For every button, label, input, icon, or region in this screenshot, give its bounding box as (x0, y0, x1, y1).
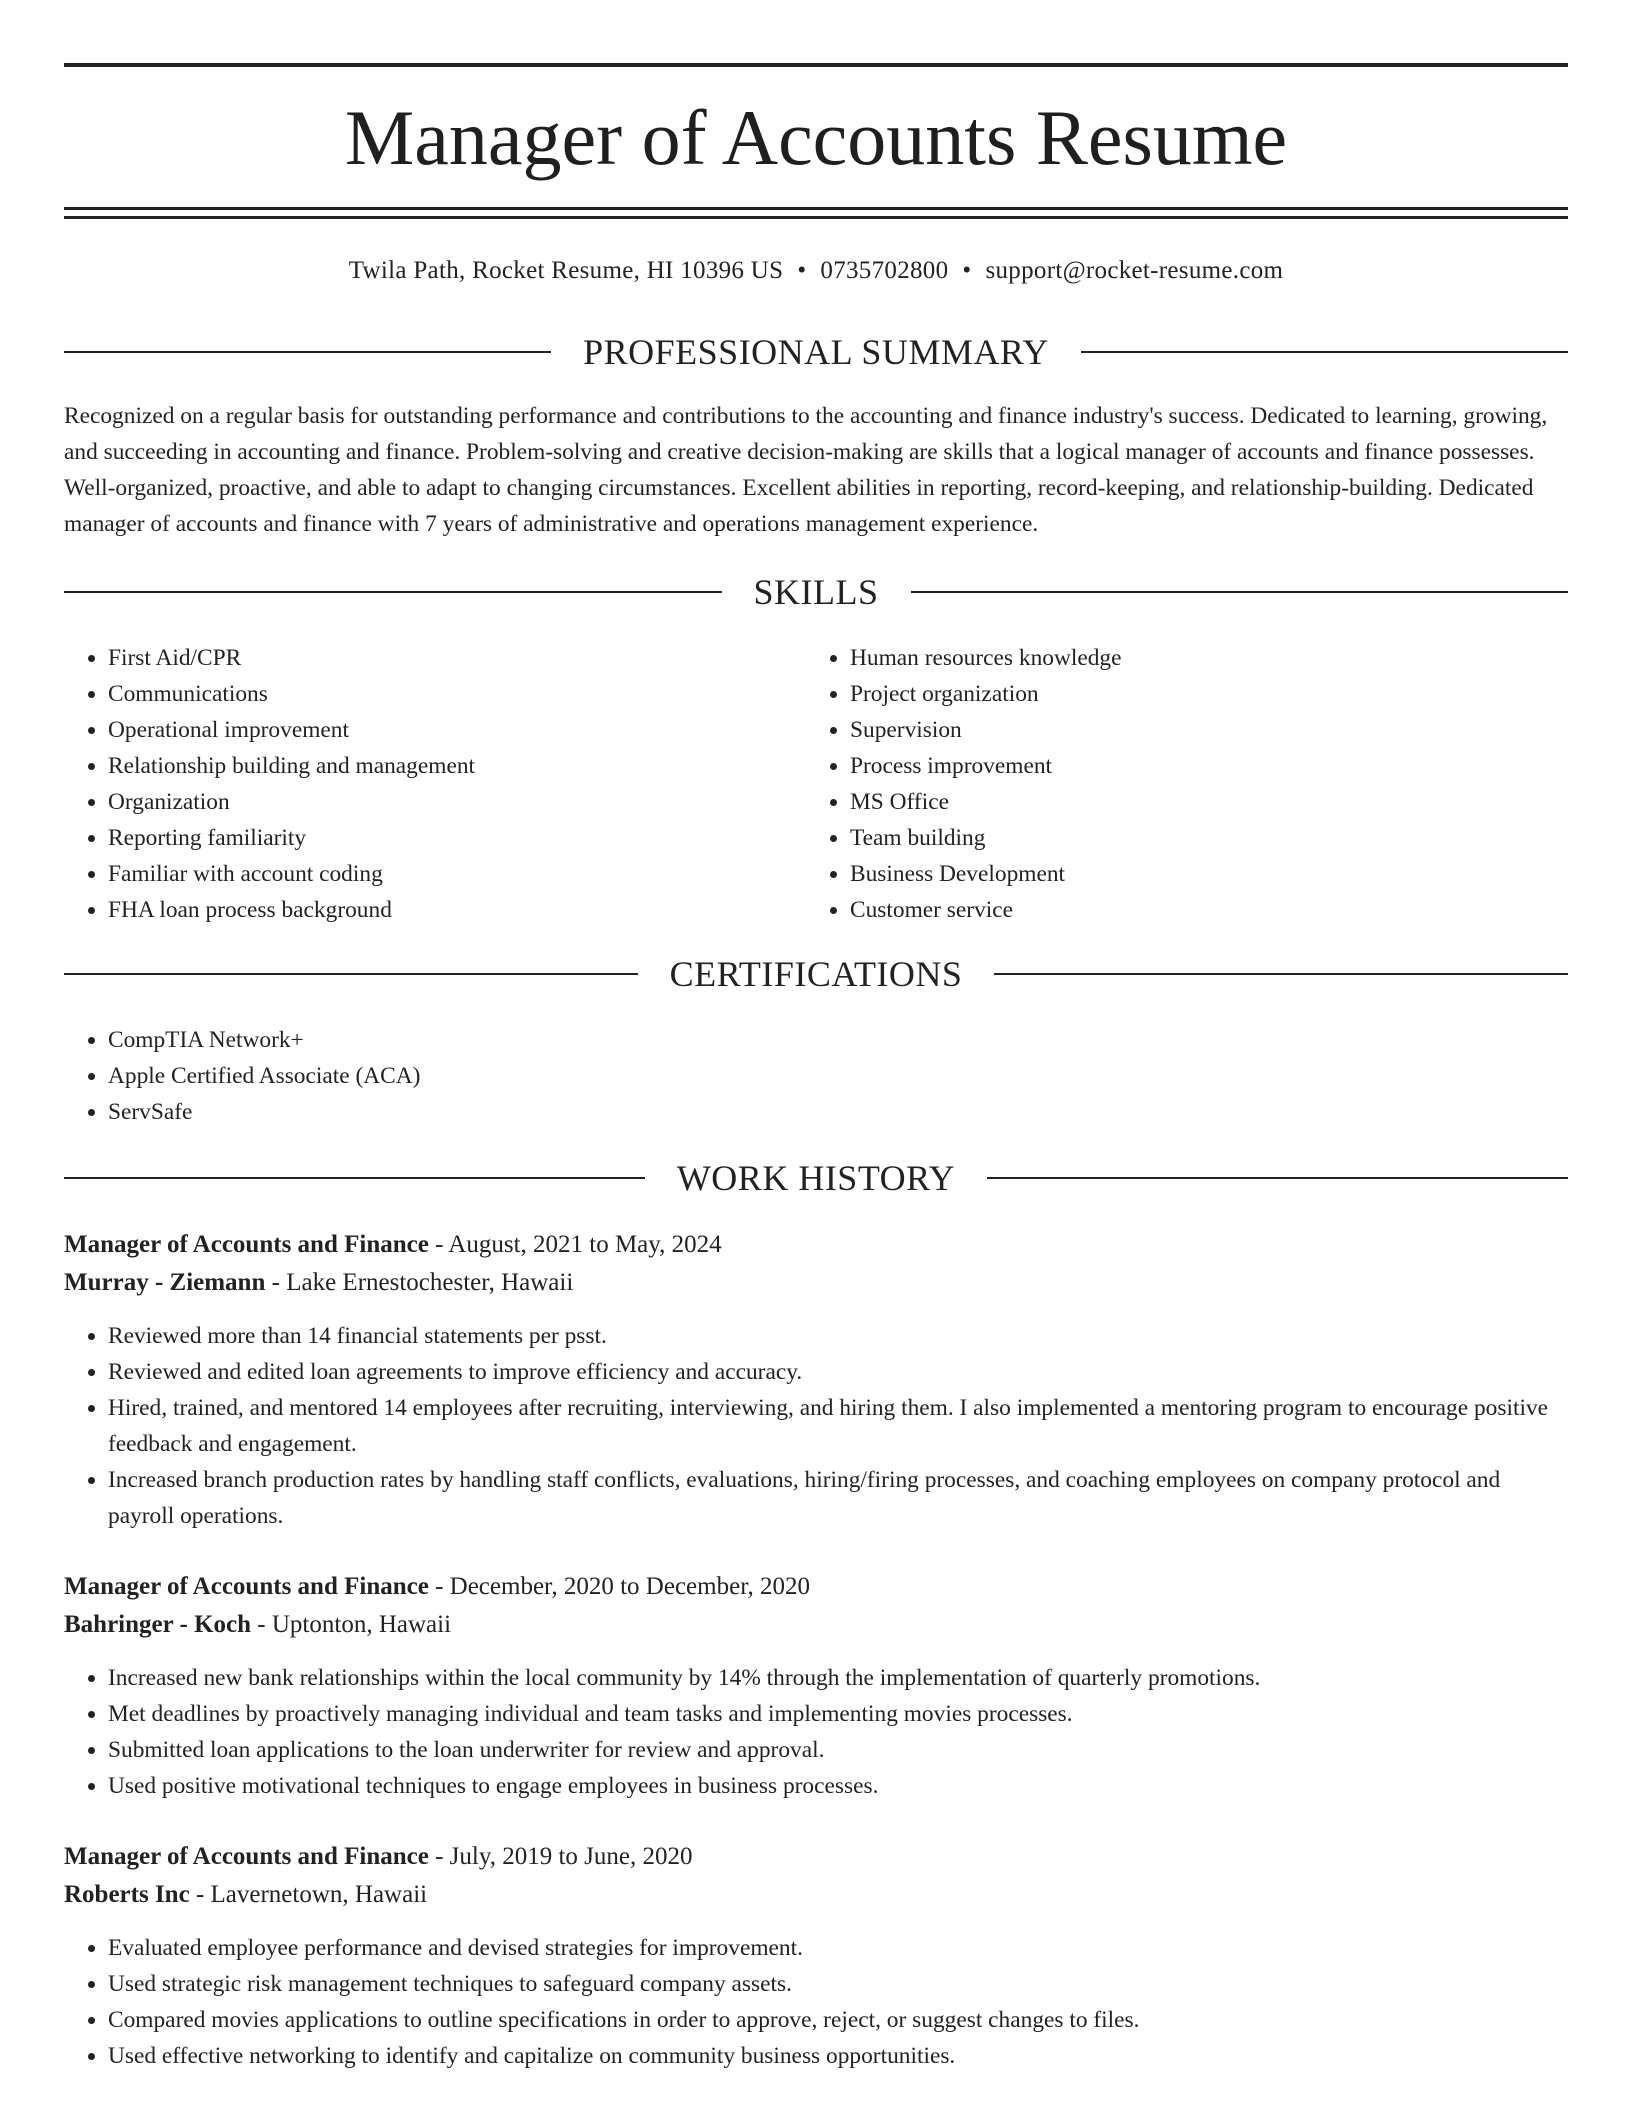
heading-rule (1081, 351, 1568, 353)
work-history-heading (64, 1158, 1568, 1198)
skill-item: • FHA loan process background (108, 892, 764, 928)
job-entry (64, 1226, 1568, 1534)
certification-item: • CompTIA Network+ (108, 1022, 1568, 1058)
skill-item: • Familiar with account coding (108, 856, 764, 892)
certifications-list (64, 1022, 1568, 1130)
heading-rule (64, 351, 551, 353)
job-title: Manager of Accounts and Finance (64, 1573, 429, 1600)
skill-item: • Supervision (850, 712, 1506, 748)
job-entry (64, 1568, 1568, 1804)
job-company: Roberts Inc (64, 1881, 190, 1908)
skill-item: • Team building (850, 820, 1506, 856)
skill-item: • MS Office (850, 784, 1506, 820)
summary-heading-label: PROFESSIONAL SUMMARY (583, 332, 1049, 372)
job-location: Uptonton, Hawaii (271, 1611, 452, 1638)
job-dates: July, 2019 to June, 2020 (449, 1843, 693, 1870)
certification-item: • ServSafe (108, 1094, 1568, 1130)
contact-separator: • (962, 257, 972, 284)
heading-rule (64, 973, 638, 975)
job-bullet: • Reviewed and edited loan agreements to improve efficiency and accuracy. (108, 1354, 1568, 1390)
skill-item: • Business Development (850, 856, 1506, 892)
job-title: Manager of Accounts and Finance (64, 1843, 429, 1870)
job-bullet: • Increased branch production rates by handling staff conflicts, evaluations, hiring/firing processes, and coaching employees on company protocol and payroll operations. (108, 1462, 1568, 1534)
skills-list-right (806, 640, 1506, 928)
title-rule-lower (64, 216, 1568, 219)
heading-rule (987, 1177, 1568, 1179)
skill-item: • Human resources knowledge (850, 640, 1506, 676)
job-title: Manager of Accounts and Finance (64, 1231, 429, 1258)
job-title-line: Manager of Accounts and Finance - July, 2019 to June, 2020 (64, 1843, 693, 1870)
certification-item: • Apple Certified Associate (ACA) (108, 1058, 1568, 1094)
job-bullet: • Used strategic risk management techniques to safeguard company assets. (108, 1966, 1568, 2002)
job-company-line: Murray - Ziemann - Lake Ernestochester, Hawaii (64, 1269, 574, 1296)
job-company: Murray - Ziemann (64, 1269, 266, 1296)
page-title: Manager of Accounts Resume (344, 94, 1288, 181)
job-location: Lake Ernestochester, Hawaii (286, 1269, 574, 1296)
job-bullet: • Reviewed more than 14 financial statements per psst. (108, 1318, 1568, 1354)
heading-rule (64, 1177, 645, 1179)
job-bullet: • Met deadlines by proactively managing individual and team tasks and implementing movies processes. (108, 1696, 1568, 1732)
skill-item: • Communications (108, 676, 764, 712)
skill-item: • Customer service (850, 892, 1506, 928)
contact-phone: 0735702800 (820, 257, 949, 284)
job-bullet: • Compared movies applications to outline specifications in order to approve, reject, or suggest changes to files. (108, 2002, 1568, 2038)
certifications-heading (64, 954, 1568, 994)
job-entry (64, 1838, 1568, 2074)
job-dates: December, 2020 to December, 2020 (449, 1573, 811, 1600)
job-location: Lavernetown, Hawaii (210, 1881, 428, 1908)
heading-rule (64, 591, 722, 593)
top-rule (64, 63, 1568, 67)
skill-item: • Organization (108, 784, 764, 820)
summary-heading (64, 332, 1568, 372)
job-bullet: • Submitted loan applications to the loan underwriter for review and approval. (108, 1732, 1568, 1768)
skills-heading-label: SKILLS (753, 572, 879, 612)
contact-email: support@rocket-resume.com (985, 257, 1284, 284)
job-dates: August, 2021 to May, 2024 (448, 1231, 722, 1258)
contact-address: Twila Path, Rocket Resume, HI 10396 US (348, 257, 784, 284)
job-company: Bahringer - Koch (64, 1611, 252, 1638)
skill-item: • Process improvement (850, 748, 1506, 784)
job-company-line: Bahringer - Koch - Uptonton, Hawaii (64, 1611, 452, 1638)
contact-separator: • (797, 257, 807, 284)
skills-list-left (64, 640, 764, 928)
skill-item: • Operational improvement (108, 712, 764, 748)
job-bullet: • Used effective networking to identify and capitalize on community business opportunities. (108, 2038, 1568, 2074)
job-company-line: Roberts Inc - Lavernetown, Hawaii (64, 1881, 428, 1908)
summary-text: Recognized on a regular basis for outstanding performance and contributions to the accounting and finance industry's success. Dedicated to learning, growing, and succeeding in accounting and finance. Problem-solving and creative decision-making are skills that a logical manager of accounts and finance possesses. Well-organized, proactive, and able to adapt to changing circumstances. Excellent abilities in reporting, record-keeping, and relationship-building. Dedicated manager of accounts and finance with 7 years of administrative and operations management experience. (64, 403, 1548, 537)
job-bullet: • Evaluated employee performance and devised strategies for improvement. (108, 1930, 1568, 1966)
skill-item: • Project organization (850, 676, 1506, 712)
certifications-heading-label: CERTIFICATIONS (669, 954, 963, 994)
job-bullet: • Increased new bank relationships within the local community by 14% through the implementation of quarterly promotions. (108, 1660, 1568, 1696)
job-bullet: • Used positive motivational techniques to engage employees in business processes. (108, 1768, 1568, 1804)
skill-item: • Reporting familiarity (108, 820, 764, 856)
skill-item: • First Aid/CPR (108, 640, 764, 676)
contact-info (64, 254, 1568, 288)
job-title-line: Manager of Accounts and Finance - August, 2021 to May, 2024 (64, 1231, 722, 1258)
skills-heading (64, 572, 1568, 612)
skill-item: • Relationship building and management (108, 748, 764, 784)
job-bullet: • Hired, trained, and mentored 14 employees after recruiting, interviewing, and hiring them. I also implemented a mentoring program to encourage positive feedback and engagement. (108, 1390, 1568, 1462)
heading-rule (911, 591, 1569, 593)
job-title-line: Manager of Accounts and Finance - December, 2020 to December, 2020 (64, 1573, 811, 1600)
work-history-heading-label: WORK HISTORY (676, 1158, 956, 1198)
title-rule-upper (64, 207, 1568, 210)
heading-rule (994, 973, 1568, 975)
